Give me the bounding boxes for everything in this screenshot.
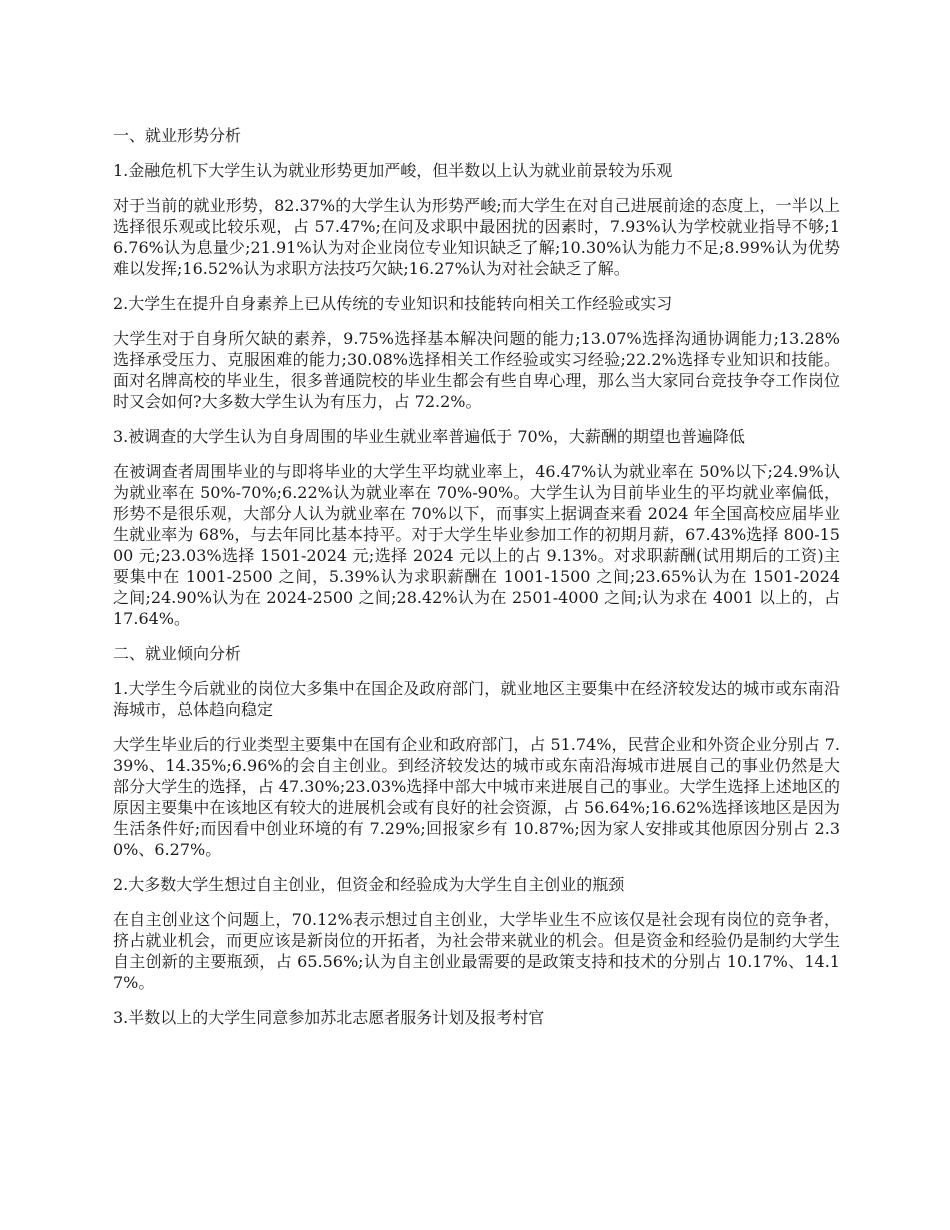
subheading-job-location: 1.大学生今后就业的岗位大多集中在国企及政府部门，就业地区主要集中在经济较发达的城市或东南沿海城市，总体趋向稳定 [113, 679, 840, 719]
subheading-financial-crisis: 1.金融危机下大学生认为就业形势更加严峻，但半数以上认为就业前景较为乐观 [113, 161, 673, 180]
section-heading-employment-tendency: 二、就业倾向分析 [113, 644, 242, 663]
paragraph-employment-rate-salary: 在被调查者周围毕业的与即将毕业的大学生平均就业率上，46.47%认为就业率在 50%以下;24.9%认为就业率在 50%-70%;6.22%认为就业率在 70%-90%。大学生认为目前毕业生的平均就业率偏低，形势不是很乐观，大部分人认为就业率在 70%以下，而事实上据调查来看 2024 年全国高校应届毕业生就业率为 68%，与去年同比基本持平。对于大学生毕业参加工作的初期月薪，67.43%选择 800-1500 元;23.03%选择 1501-2024 元;选择 2024 元以上的占 9.13%。对求职薪酬(试用期后的工资)主要集中在 1001-2500 之间，5.39%认为求职薪酬在 1001-1500 之间;23.65%认为在 1501-2024 之间;24.90%认为在 2024-2500 之间;28.42%认为在 2501-4000 之间;认为求在 4001 以上的，占 17.64%。 [113, 462, 840, 628]
paragraph-industry-region: 大学生毕业后的行业类型主要集中在国有企业和政府部门，占 51.74%，民营企业和外资企业分别占 7.39%、14.35%;6.96%的会自主创业。到经济较发达的城市或东南沿海城市进展自己的事业仍然是大部分大学生的选择，占 47.30%;23.03%选择中部大中城市来进展自己的事业。大学生选择上述地区的原因主要集中在该地区有较大的进展机会或有良好的社会资源，占 56.64%;16.62%选择该地区是因为生活条件好;而因看中创业环境的有 7.29%;回报家乡有 10.87%;因为家人安排或其他原因分别占 2.30%、6.27%。 [113, 735, 840, 859]
subheading-employment-rate: 3.被调查的大学生认为自身周围的毕业生就业率普遍低于 70%，大薪酬的期望也普遍降低 [113, 427, 745, 446]
document-body [113, 125, 840, 1042]
subheading-entrepreneurship: 2.大多数大学生想过自主创业，但资金和经验成为大学生自主创业的瓶颈 [113, 875, 625, 894]
subheading-volunteer-village-official: 3.半数以上的大学生同意参加苏北志愿者服务计划及报考村官 [113, 1008, 545, 1027]
paragraph-employment-outlook: 对于当前的就业形势，82.37%的大学生认为形势严峻;而大学生在对自己进展前途的态度上，一半以上选择很乐观或比较乐观，占 57.47%;在问及求职中最困扰的因素时，7.93%认为学校就业指导不够;16.76%认为息量少;21.91%认为对企业岗位专业知识缺乏了解;10.30%认为能力不足;8.99%认为优势难以发挥;16.52%认为求职方法技巧欠缺;16.27%认为对社会缺乏了解。 [113, 196, 840, 278]
subheading-self-improvement: 2.大学生在提升自身素养上已从传统的专业知识和技能转向相关工作经验或实习 [113, 294, 673, 313]
paragraph-entrepreneurship: 在自主创业这个问题上，70.12%表示想过自主创业，大学毕业生不应该仅是社会现有岗位的竞争者，挤占就业机会，而更应该是新岗位的开拓者，为社会带来就业的机会。但是资金和经验仍是制约大学生自主创新的主要瓶颈，占 65.56%;认为自主创业最需要的是政策支持和技术的分别占 10.17%、14.17%。 [113, 910, 840, 992]
section-heading-employment-situation: 一、就业形势分析 [113, 126, 242, 145]
paragraph-lacking-qualities: 大学生对于自身所欠缺的素养，9.75%选择基本解决问题的能力;13.07%选择沟通协调能力;13.28%选择承受压力、克服困难的能力;30.08%选择相关工作经验或实习经验;22.2%选择专业知识和技能。面对名牌高校的毕业生，很多普通院校的毕业生都会有些自卑心理，那么当大家同台竞技争夺工作岗位时又会如何?大多数大学生认为有压力，占 72.2%。 [113, 329, 840, 411]
